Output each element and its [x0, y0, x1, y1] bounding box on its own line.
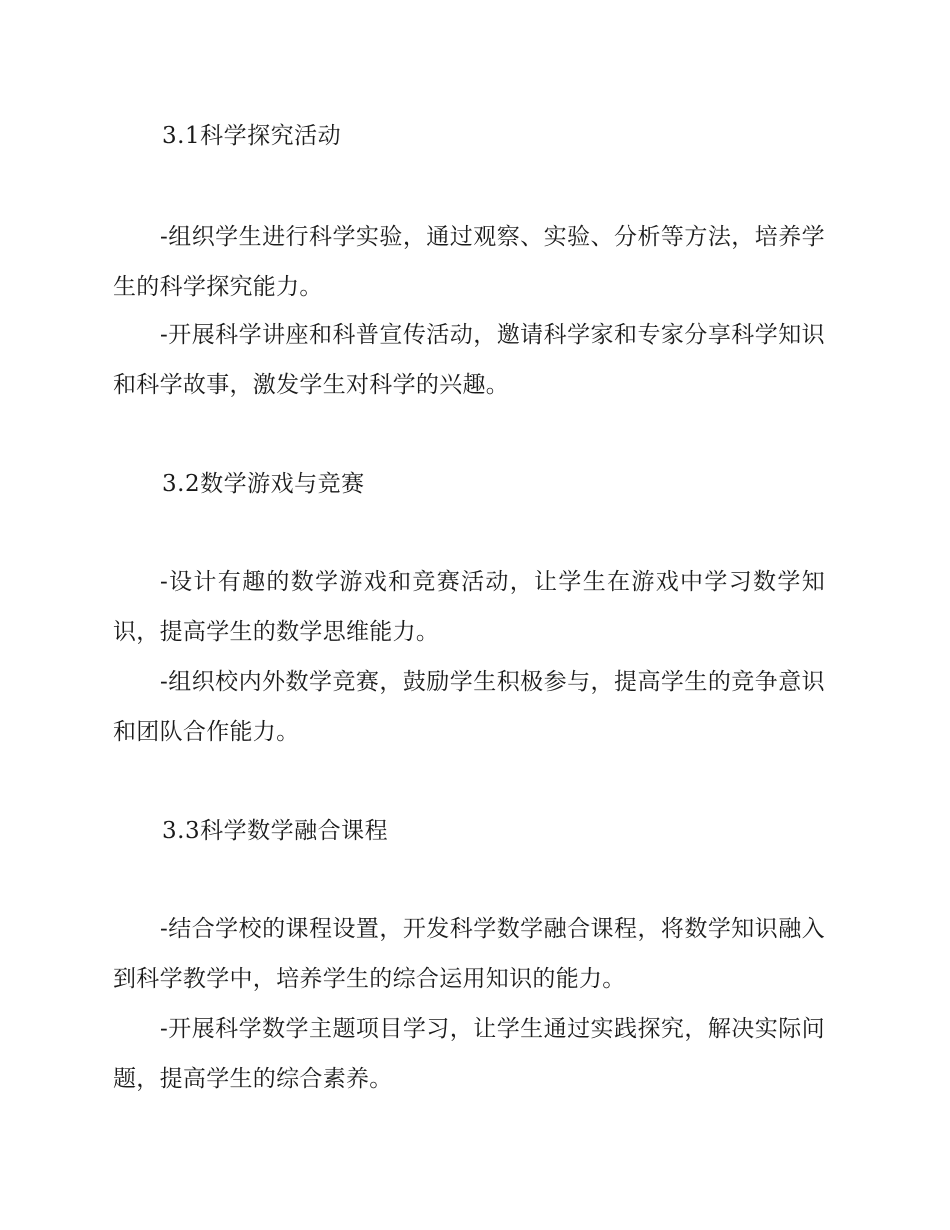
- paragraph: -组织校内外数学竞赛，鼓励学生积极参与，提高学生的竞争意识和团队合作能力。: [113, 669, 825, 745]
- paragraph: -设计有趣的数学游戏和竞赛活动，让学生在游戏中学习数学知识，提高学生的数学思维能力。: [113, 569, 825, 645]
- paragraph: -组织学生进行科学实验，通过观察、实验、分析等方法，培养学生的科学探究能力。: [113, 224, 825, 300]
- section-heading: 3.3科学数学融合课程: [162, 818, 389, 844]
- section-heading: 3.1科学探究活动: [162, 123, 342, 149]
- paragraph: -开展科学讲座和科普宣传活动，邀请科学家和专家分享科学知识和科学故事，激发学生对科学的兴趣。: [113, 322, 825, 398]
- paragraph: -开展科学数学主题项目学习，让学生通过实践探究，解决实际问题，提高学生的综合素养。: [113, 1016, 825, 1092]
- paragraph: -结合学校的课程设置，开发科学数学融合课程，将数学知识融入到科学教学中，培养学生的综合运用知识的能力。: [113, 916, 825, 992]
- section-heading: 3.2数学游戏与竞赛: [162, 471, 365, 497]
